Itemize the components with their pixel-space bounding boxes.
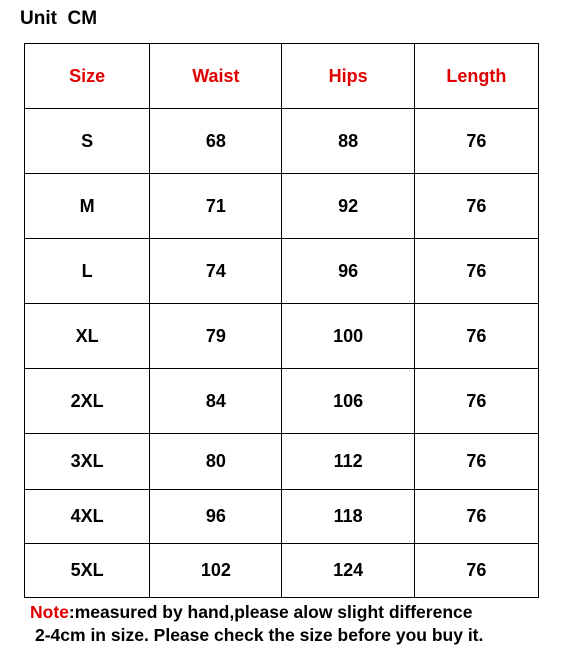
cell-length: 76 xyxy=(414,109,538,174)
cell-hips: 92 xyxy=(282,174,414,239)
cell-waist: 96 xyxy=(150,490,282,544)
cell-hips: 96 xyxy=(282,239,414,304)
header-size: Size xyxy=(25,44,150,109)
table-row xyxy=(25,434,539,490)
note-prefix: Note xyxy=(30,602,69,622)
header-waist: Waist xyxy=(150,44,282,109)
cell-waist: 71 xyxy=(150,174,282,239)
table-row xyxy=(25,304,539,369)
table-row xyxy=(25,174,539,239)
cell-waist: 68 xyxy=(150,109,282,174)
cell-length: 76 xyxy=(414,434,538,490)
cell-hips: 112 xyxy=(282,434,414,490)
cell-size: 3XL xyxy=(25,434,150,490)
cell-length: 76 xyxy=(414,174,538,239)
cell-waist: 84 xyxy=(150,369,282,434)
cell-size: M xyxy=(25,174,150,239)
table-row xyxy=(25,109,539,174)
cell-hips: 88 xyxy=(282,109,414,174)
table-row xyxy=(25,239,539,304)
cell-size: 2XL xyxy=(25,369,150,434)
cell-waist: 102 xyxy=(150,544,282,598)
header-hips: Hips xyxy=(282,44,414,109)
unit-label: Unit CM xyxy=(20,8,98,29)
cell-length: 76 xyxy=(414,544,538,598)
cell-size: S xyxy=(25,109,150,174)
cell-waist: 74 xyxy=(150,239,282,304)
cell-size: L xyxy=(25,239,150,304)
cell-hips: 106 xyxy=(282,369,414,434)
cell-waist: 80 xyxy=(150,434,282,490)
cell-size: 5XL xyxy=(25,544,150,598)
cell-size: XL xyxy=(25,304,150,369)
note-line-2: 2-4cm in size. Please check the size before you buy it. xyxy=(35,625,484,645)
size-note xyxy=(30,601,570,647)
table-header-row xyxy=(25,44,539,109)
cell-length: 76 xyxy=(414,239,538,304)
cell-length: 76 xyxy=(414,304,538,369)
note-line-1: :measured by hand,please alow slight difference xyxy=(68,602,473,622)
table-row xyxy=(25,369,539,434)
table-row xyxy=(25,490,539,544)
table-row xyxy=(25,544,539,598)
cell-length: 76 xyxy=(414,369,538,434)
cell-hips: 124 xyxy=(282,544,414,598)
cell-hips: 118 xyxy=(282,490,414,544)
size-chart-table xyxy=(24,43,539,598)
cell-length: 76 xyxy=(414,490,538,544)
cell-size: 4XL xyxy=(25,490,150,544)
cell-hips: 100 xyxy=(282,304,414,369)
header-length: Length xyxy=(414,44,538,109)
cell-waist: 79 xyxy=(150,304,282,369)
